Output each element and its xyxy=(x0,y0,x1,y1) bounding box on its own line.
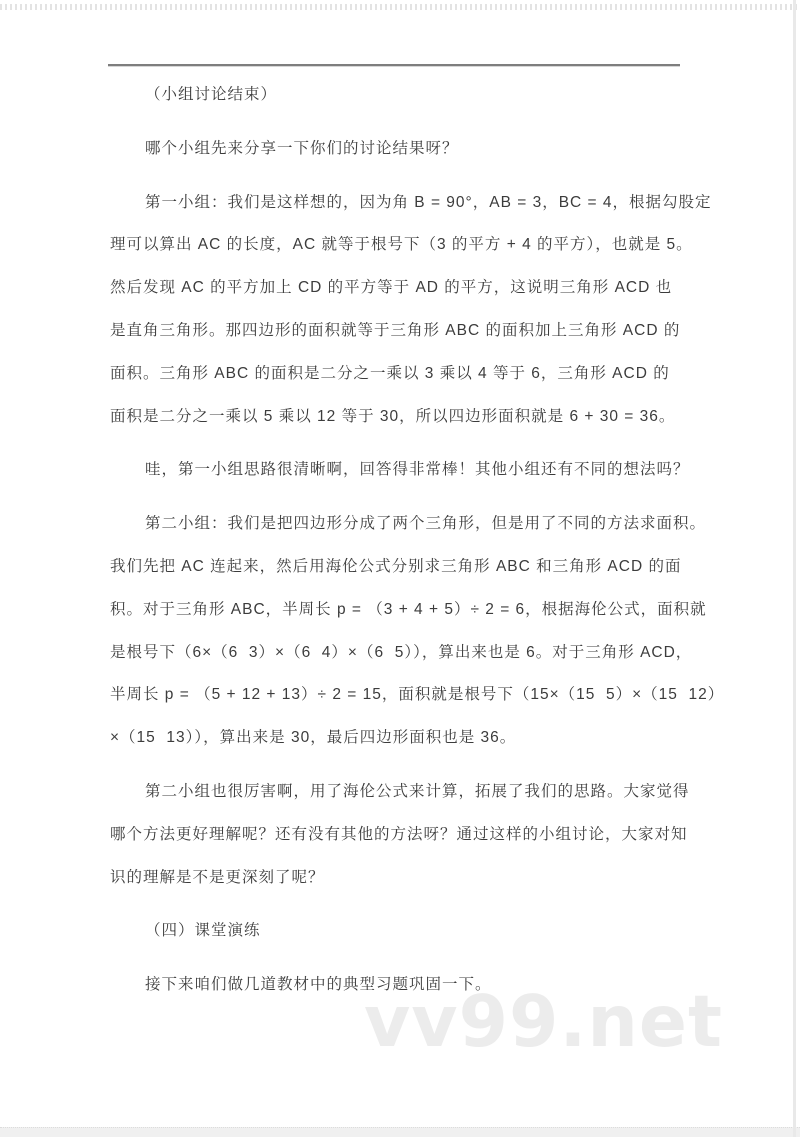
text-line: 理可以算出 AC 的长度，AC 就等于根号下（3 的平方 + 4 的平方），也就是 5。 xyxy=(110,236,693,254)
paragraph xyxy=(110,128,695,171)
horizontal-rule xyxy=(108,64,680,66)
text-line: 然后发现 AC 的平方加上 CD 的平方等于 AD 的平方，这说明三角形 ACD 也 xyxy=(110,279,673,297)
text-line: 哪个方法更好理解呢？还有没有其他的方法呀？通过这样的小组讨论，大家对知 xyxy=(110,825,688,843)
text-line: 我们先把 AC 连起来，然后用海伦公式分别求三角形 ABC 和三角形 ACD 的面 xyxy=(110,557,682,575)
page-bottom-strip xyxy=(0,1127,800,1137)
text-line: 面积。三角形 ABC 的面积是二分之一乘以 3 乘以 4 等于 6，三角形 ACD 的 xyxy=(110,364,670,382)
text-line: （四）课堂演练 xyxy=(145,922,261,940)
page-right-border xyxy=(793,0,796,1137)
document-body xyxy=(110,74,725,1007)
text-line: 是直角三角形。那四边形的面积就等于三角形 ABC 的面积加上三角形 ACD 的 xyxy=(110,321,681,339)
text-line: 接下来咱们做几道教材中的典型习题巩固一下。 xyxy=(145,976,492,994)
text-line: 哪个小组先来分享一下你们的讨论结果呀？ xyxy=(145,139,459,157)
paragraph xyxy=(110,964,695,1007)
paragraph xyxy=(110,182,712,439)
paragraph xyxy=(110,503,725,760)
text-line: 第一小组：我们是这样想的，因为角 B = 90°，AB = 3，BC = 4，根据勾股定 xyxy=(145,193,712,211)
text-line: 面积是二分之一乘以 5 乘以 12 等于 30，所以四边形面积就是 6 + 30 = 36。 xyxy=(110,407,676,425)
text-line: 第二小组也很厉害啊，用了海伦公式来计算，拓展了我们的思路。大家觉得 xyxy=(145,782,690,800)
paragraph xyxy=(110,449,695,492)
watermark-text: vv99.net xyxy=(364,980,723,1063)
text-line: ×（15 13）），算出来是 30，最后四边形面积也是 36。 xyxy=(110,729,517,747)
text-line: （小组讨论结束） xyxy=(145,86,278,103)
text-line: 积。对于三角形 ABC，半周长 p = （3 + 4 + 5）÷ 2 = 6，根据海伦公式，面积就 xyxy=(110,600,707,618)
page-top-dotted-separator xyxy=(0,4,800,10)
text-line: 半周长 p = （5 + 12 + 13）÷ 2 = 15，面积就是根号下（15×（15 5）×（15 12） xyxy=(110,686,725,704)
text-line: 识的理解是不是更深刻了呢？ xyxy=(110,868,325,886)
text-line: 是根号下（6×（6 3）×（6 4）×（6 5）），算出来也是 6。对于三角形 ACD， xyxy=(110,643,693,661)
text-line: 第二小组：我们是把四边形分成了两个三角形，但是用了不同的方法求面积。 xyxy=(145,515,707,533)
paragraph xyxy=(110,910,695,953)
paragraph xyxy=(110,74,695,117)
paragraph xyxy=(110,771,695,899)
text-line: 哇，第一小组思路很清晰啊，回答得非常棒！其他小组还有不同的想法吗？ xyxy=(145,461,690,479)
